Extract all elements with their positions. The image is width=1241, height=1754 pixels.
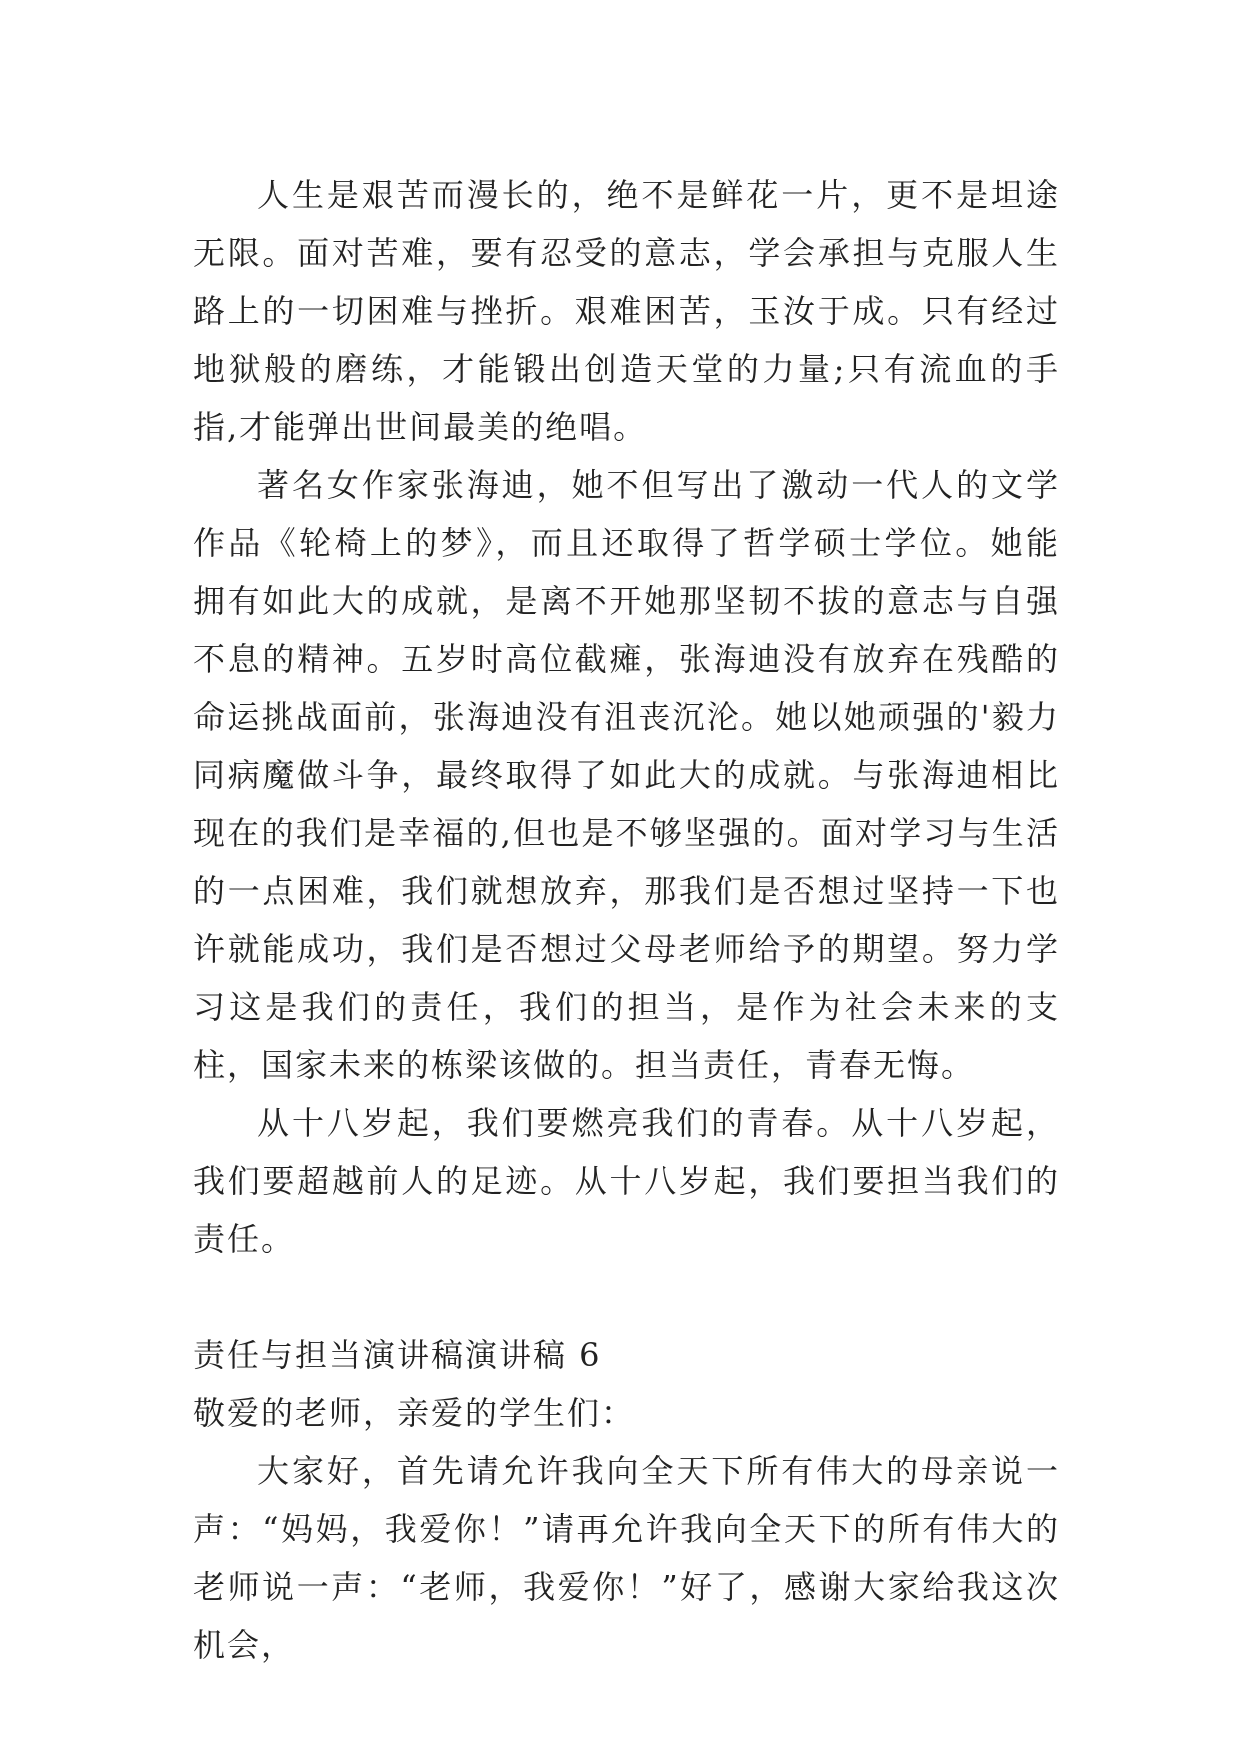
paragraph-greeting: 大家好，首先请允许我向全天下所有伟大的母亲说一声：“妈妈，我爱你！”请再允许我向全天下的所有伟大的老师说一声：“老师，我爱你！”好了，感谢大家给我这次机会， bbox=[193, 1452, 1060, 1664]
document-body bbox=[193, 166, 1060, 1674]
section-title: 责任与担当演讲稿演讲稿 6 bbox=[193, 1336, 602, 1374]
paragraph-hardship: 人生是艰苦而漫长的，绝不是鲜花一片，更不是坦途无限。面对苦难，要有忍受的意志，学会承担与克服人生路上的一切困难与挫折。艰难困苦，玉汝于成。只有经过地狱般的磨练，才能锻出创造天堂的力量;只有流血的手指,才能弹出世间最美的绝唱。 bbox=[193, 176, 1060, 446]
paragraph-eighteen: 从十八岁起，我们要燃亮我们的青春。从十八岁起，我们要超越前人的足迹。从十八岁起，我们要担当我们的责任。 bbox=[193, 1104, 1060, 1258]
section-spacer bbox=[193, 1268, 1060, 1326]
salutation: 敬爱的老师，亲爱的学生们： bbox=[193, 1394, 636, 1432]
paragraph-zhang-haidi: 著名女作家张海迪，她不但写出了激动一代人的文学作品《轮椅上的梦》，而且还取得了哲学硕士学位。她能拥有如此大的成就，是离不开她那坚韧不拔的意志与自强不息的精神。五岁时高位截瘫，张海迪没有放弃在残酷的命运挑战面前，张海迪没有沮丧沉沦。她以她顽强的'毅力同病魔做斗争，最终取得了如此大的成就。与张海迪相比现在的我们是幸福的,但也是不够坚强的。面对学习与生活的一点困难，我们就想放弃，那我们是否想过坚持一下也许就能成功，我们是否想过父母老师给予的期望。努力学习这是我们的责任，我们的担当，是作为社会未来的支柱，国家未来的栋梁该做的。担当责任，青春无悔。 bbox=[193, 466, 1060, 1084]
